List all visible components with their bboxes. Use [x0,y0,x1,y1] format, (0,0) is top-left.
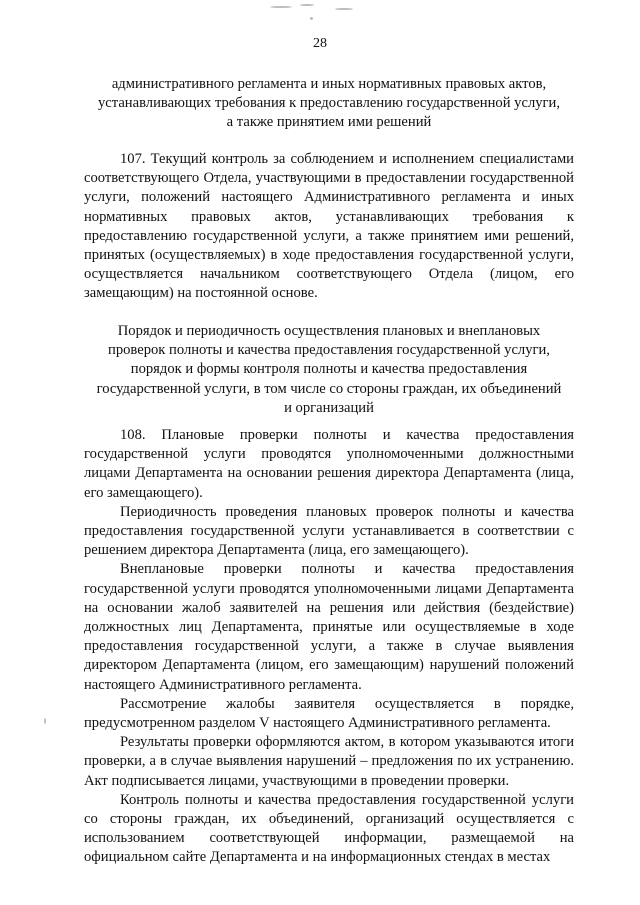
paragraph-text: Внеплановые проверки полноты и качества предоставления государственной услуги проводятся уполномоченными лицами Департамента на основании жалоб заявителей на решения или действия (бездействие) должностных лиц Департамента, принятые или осуществляемые в ходе предоставления государственной услуги, а также в случае выявления директором Департамента (лицом, его замещающим) нарушений положений настоящего Административного регламента. [84,561,574,693]
page-number: 28 [313,36,327,51]
header-block [84,75,574,133]
paragraph-108-block [84,426,574,868]
section-heading-line: и организаций [284,399,374,416]
header-line: административного регламента и иных нормативных правовых актов, [111,76,547,92]
scan-mark [310,17,313,20]
paragraph-107 [84,150,574,304]
section-heading-line: Порядок и периодичность осуществления плановых и внеплановых [117,323,541,339]
section-heading-line: проверок полноты и качества предоставления государственной услуги, [108,342,550,359]
paragraph-text: Периодичность проведения плановых проверок полноты и качества предоставления государственной услуги устанавливается в соответствии с решением директора Департамента (лица, его замещающего). [84,503,574,559]
scan-mark [44,718,46,724]
header-line: устанавливающих требования к предоставлению государственной услуги, [98,95,560,112]
paragraph-text: 108. Плановые проверки полноты и качества предоставления государственной услуги проводятся уполномоченными должностными лицами Департамента на основании решения директора Департамента (лица, его замещающего). [84,427,574,501]
scan-mark [270,6,292,8]
paragraph-text: Результаты проверки оформляются актом, в котором указываются итоги проверки, а в случае выявления нарушений – предложения по их устранению. Акт подписывается лицами, участвующими в проведении проверки. [84,734,574,789]
header-line: а также принятием ими решений [226,114,432,131]
paragraph-text: 107. Текущий контроль за соблюдением и исполнением специалистами соответствующего Отдела, участвующими в предоставлении государственной услуги, положений настоящего Административного регламента и иных нормативных правовых актов, устанавливающих требования к предоставлению государственной услуги, а также принятием ими решений, принятых (осуществляемых) в ходе предоставления государственной услуги, осуществляется начальником соответствующего Отдела (лицом, его замещающим) на постоянной основе. [84,151,574,302]
section-heading-line: порядок и формы контроля полноты и качества предоставления [130,361,528,378]
scan-mark [335,8,353,10]
section-heading-line: государственной услуги, в том числе со стороны граждан, их объединений [96,380,562,397]
paragraph-text: Контроль полноты и качества предоставления государственной услуги со стороны граждан, их объединений, организаций осуществляется с использованием соответствующей информации, размещаемой на официальном сайте Департамента и на информационных стендах в местах [84,791,574,866]
section-heading [84,322,574,418]
paragraph-text: Рассмотрение жалобы заявителя осуществляется в порядке, предусмотренном разделом V настоящего Административного регламента. [84,695,574,732]
scan-mark [300,4,314,6]
